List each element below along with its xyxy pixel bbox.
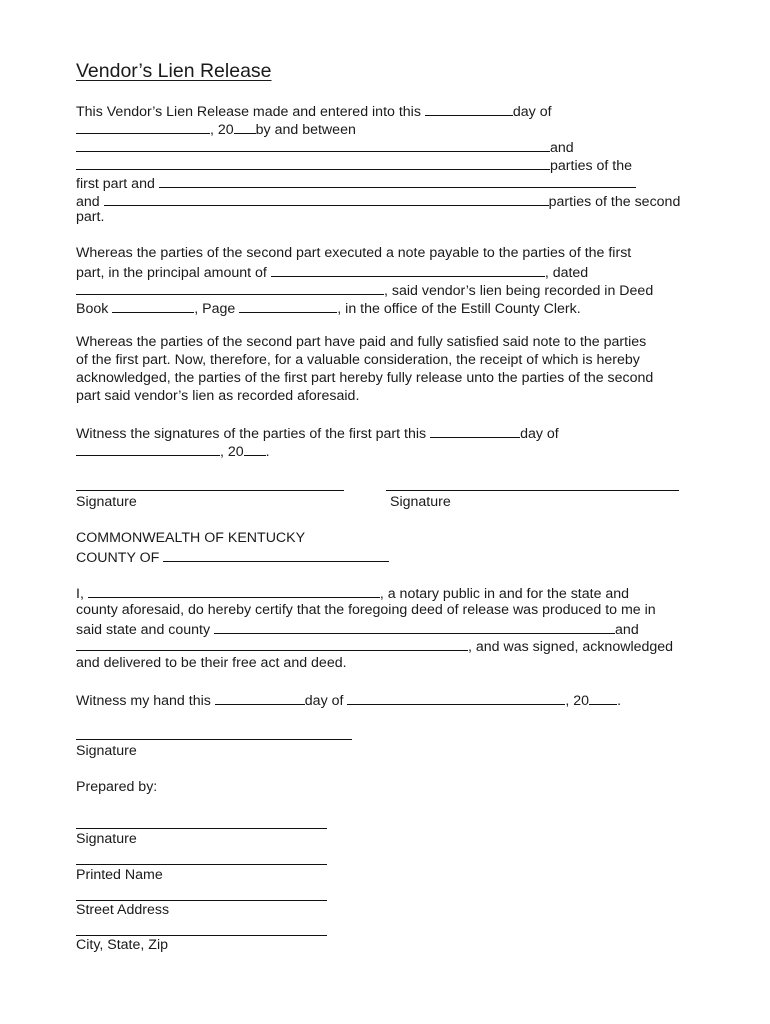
para3-text: Whereas the parties of the second part have paid and fully satisfied said note to the parties bbox=[76, 334, 647, 350]
day-blank[interactable] bbox=[215, 690, 305, 705]
month-blank[interactable] bbox=[347, 690, 565, 705]
intro-text: and bbox=[550, 140, 574, 156]
para3-text: of the first part. Now, therefore, for a valuable consideration, the receipt of which is hereby bbox=[76, 352, 640, 368]
witness2-line bbox=[76, 690, 621, 708]
para2-text: , dated bbox=[544, 265, 589, 281]
year-blank[interactable] bbox=[589, 690, 617, 705]
para2-line-1 bbox=[76, 244, 631, 262]
party-blank[interactable] bbox=[214, 619, 615, 634]
para3-text: acknowledged, the parties of the first part hereby fully release unto the parties of the second bbox=[76, 370, 654, 386]
para3-line-3 bbox=[76, 369, 653, 387]
amount-blank[interactable] bbox=[271, 262, 545, 277]
notary-line-5 bbox=[76, 654, 347, 672]
witness2-text: Witness my hand this bbox=[76, 693, 211, 709]
intro-text: parties of the bbox=[550, 158, 633, 174]
intro-line-6 bbox=[76, 191, 680, 209]
intro-line-4 bbox=[76, 155, 632, 173]
intro-line-7 bbox=[76, 208, 104, 226]
city-state-zip-label: City, State, Zip bbox=[76, 937, 168, 953]
para2-line-2 bbox=[76, 262, 588, 280]
county-line bbox=[76, 547, 389, 565]
intro-line-1 bbox=[76, 101, 552, 119]
notary-line-1 bbox=[76, 583, 629, 601]
witness1-text: Witness the signatures of the parties of the first part this bbox=[76, 426, 427, 442]
para2-line-3 bbox=[76, 280, 653, 298]
county-label: COUNTY OF bbox=[76, 550, 160, 566]
intro-text: parties of the second bbox=[548, 194, 681, 210]
para2-line-4 bbox=[76, 298, 581, 316]
year-blank[interactable] bbox=[244, 441, 266, 456]
intro-text: and bbox=[76, 194, 100, 210]
notary-line-3 bbox=[76, 619, 639, 637]
witness1-text: . bbox=[265, 444, 270, 460]
para2-text: Whereas the parties of the second part executed a note payable to the parties of the first bbox=[76, 245, 632, 261]
notary-text: , a notary public in and for the state and bbox=[379, 586, 630, 602]
notary-text: and delivered to be their free act and deed. bbox=[76, 655, 347, 671]
day-blank[interactable] bbox=[430, 423, 520, 438]
party-blank[interactable] bbox=[76, 155, 550, 170]
para2-text: , said vendor’s lien being recorded in Deed bbox=[384, 283, 654, 299]
month-blank[interactable] bbox=[76, 119, 210, 134]
notary-text: and bbox=[615, 622, 639, 638]
intro-text: , 20 bbox=[210, 122, 234, 138]
para3-text: part said vendor’s lien as recorded aforesaid. bbox=[76, 388, 360, 404]
book-blank[interactable] bbox=[112, 298, 194, 313]
intro-text: by and between bbox=[255, 122, 356, 138]
date-blank[interactable] bbox=[76, 280, 384, 295]
printed-name-label: Printed Name bbox=[76, 867, 163, 883]
para2-text: part, in the principal amount of bbox=[76, 265, 267, 281]
intro-line-2 bbox=[76, 119, 356, 137]
para3-line-1 bbox=[76, 333, 646, 351]
preparer-signature-line[interactable] bbox=[76, 828, 327, 829]
notary-text: I, bbox=[76, 586, 84, 602]
notary-name-blank[interactable] bbox=[88, 583, 380, 598]
intro-text: first part and bbox=[76, 176, 155, 192]
witness2-text: . bbox=[617, 693, 622, 709]
notary-text: said state and county bbox=[76, 622, 211, 638]
intro-text: part. bbox=[76, 209, 105, 225]
year-blank[interactable] bbox=[234, 119, 256, 134]
witness1-text: , 20 bbox=[220, 444, 244, 460]
witness1-line-2 bbox=[76, 441, 270, 459]
notary-line-2 bbox=[76, 601, 656, 619]
para3-line-4 bbox=[76, 387, 359, 405]
intro-text: day of bbox=[512, 104, 552, 120]
signature-label-left: Signature bbox=[76, 494, 137, 510]
commonwealth-heading: COMMONWEALTH OF KENTUCKY bbox=[76, 530, 306, 546]
signature-line-right[interactable] bbox=[386, 490, 679, 491]
intro-line-5 bbox=[76, 173, 636, 191]
party-blank[interactable] bbox=[76, 137, 550, 152]
street-address-label: Street Address bbox=[76, 902, 170, 918]
signature-line-left[interactable] bbox=[76, 490, 344, 491]
intro-line-3 bbox=[76, 137, 574, 155]
day-blank[interactable] bbox=[425, 101, 513, 116]
preparer-signature-label: Signature bbox=[76, 831, 137, 847]
para2-text: , in the office of the Estill County Clerk. bbox=[337, 301, 581, 317]
notary-signature-line[interactable] bbox=[76, 739, 352, 740]
witness2-text: , 20 bbox=[565, 693, 590, 709]
intro-text: This Vendor’s Lien Release made and entered into this bbox=[76, 104, 421, 120]
document-title: Vendor’s Lien Release bbox=[76, 60, 272, 82]
notary-line-4 bbox=[76, 636, 673, 654]
witness1-line-1 bbox=[76, 423, 559, 441]
witness1-text: day of bbox=[520, 426, 559, 442]
para2-text: , Page bbox=[194, 301, 236, 317]
signature-label-right: Signature bbox=[390, 494, 451, 510]
notary-text: county aforesaid, do hereby certify that the foregoing deed of release was produced to me in bbox=[76, 602, 656, 618]
party-blank[interactable] bbox=[76, 636, 468, 651]
para2-text: Book bbox=[76, 301, 109, 317]
notary-signature-label: Signature bbox=[76, 743, 137, 759]
notary-text: , and was signed, acknowledged bbox=[468, 639, 674, 655]
page-blank[interactable] bbox=[239, 298, 337, 313]
month-blank[interactable] bbox=[76, 441, 220, 456]
party-blank[interactable] bbox=[104, 191, 549, 206]
party-blank[interactable] bbox=[159, 173, 636, 188]
para3-line-2 bbox=[76, 351, 640, 369]
prepared-by-heading: Prepared by: bbox=[76, 779, 158, 795]
witness2-text: day of bbox=[304, 693, 344, 709]
printed-name-line[interactable] bbox=[76, 864, 327, 865]
county-blank[interactable] bbox=[163, 547, 389, 562]
